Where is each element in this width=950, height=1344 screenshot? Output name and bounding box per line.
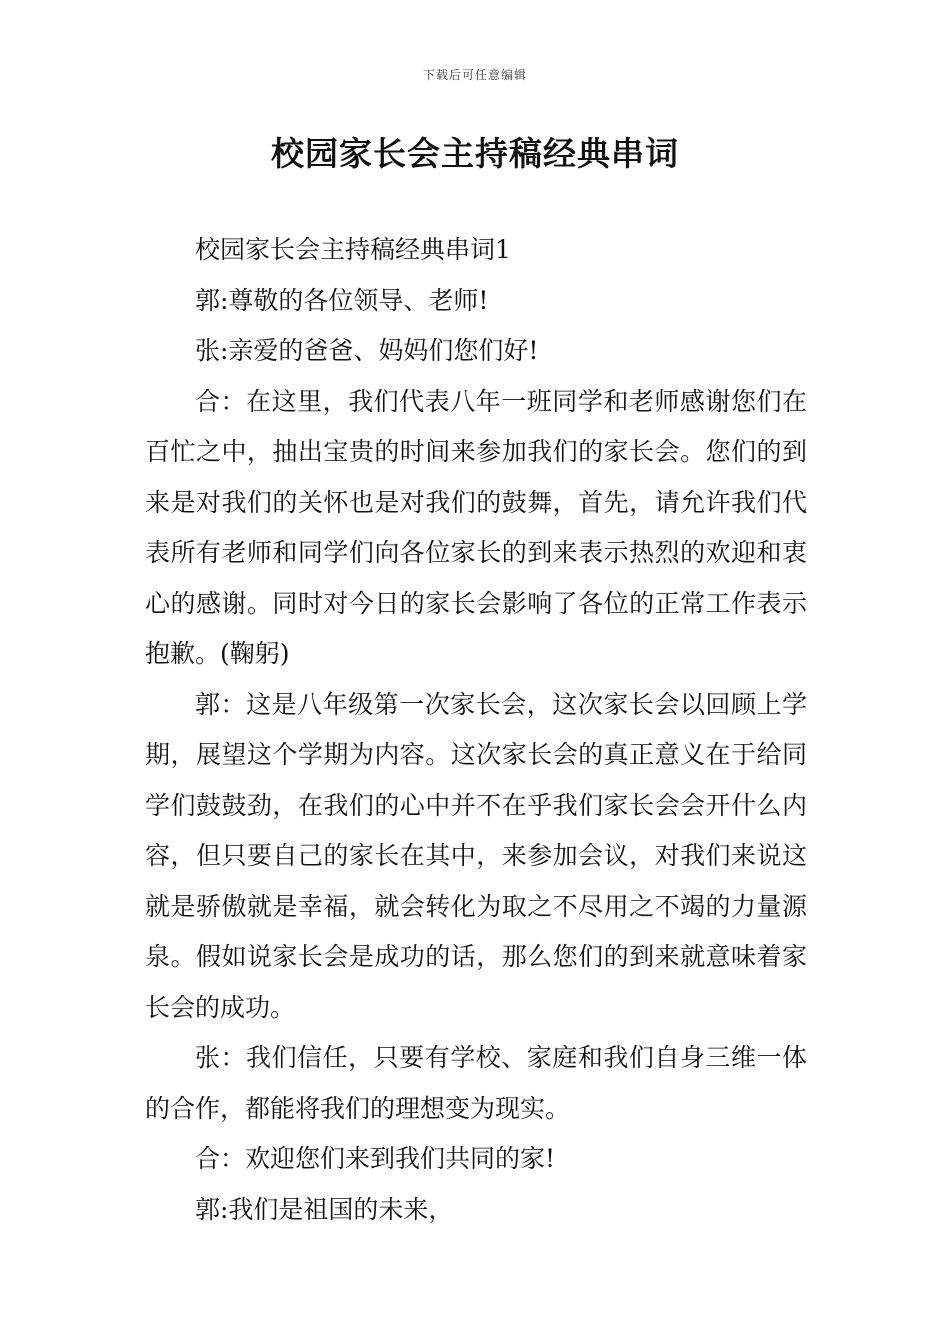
paragraph: 张:亲爱的爸爸、妈妈们您们好! (195, 336, 539, 365)
paragraph: 郭:尊敬的各位领导、老师! (195, 285, 489, 315)
paragraph: 合：欢迎您们来到我们共同的家! (195, 1144, 556, 1173)
paragraph: 郭:我们是祖国的未来， (195, 1194, 454, 1224)
header-note: 下载后可任意编辑 (422, 68, 527, 82)
document-title: 校园家长会主持稿经典串词 (271, 134, 679, 173)
paragraph: 郭：这是八年级第一次家长会，这次家长会以回顾上学期，展望这个学期为内容。这次家长会的真正意义在于给同学们鼓鼓劲，在我们的心中并不在乎我们家长会会开什么内容，但只要自己的家长在其中，来参加会议，对我们来说这就是骄傲就是幸福，就会转化为取之不尽用之不竭的力量源泉。假如说家长会是成功的话，那么您们的到来就意味着家长会的成功。 (145, 689, 807, 1022)
paragraph-subtitle: 校园家长会主持稿经典串词1 (195, 235, 511, 264)
paragraph: 合：在这里，我们代表八年一班同学和老师感谢您们在百忙之中，抽出宝贵的时间来参加我们的家长会。您们的到来是对我们的关怀也是对我们的鼓舞，首先，请允许我们代表所有老师和同学们向各位家长的到来表示热烈的欢迎和衷心的感谢。同时对今日的家长会影响了各位的正常工作表示抱歉。(鞠躬) (145, 386, 807, 668)
document-body (145, 225, 807, 1235)
paragraph: 张：我们信任，只要有学校、家庭和我们自身三维一体的合作，都能将我们的理想变为现实。 (145, 1043, 807, 1123)
